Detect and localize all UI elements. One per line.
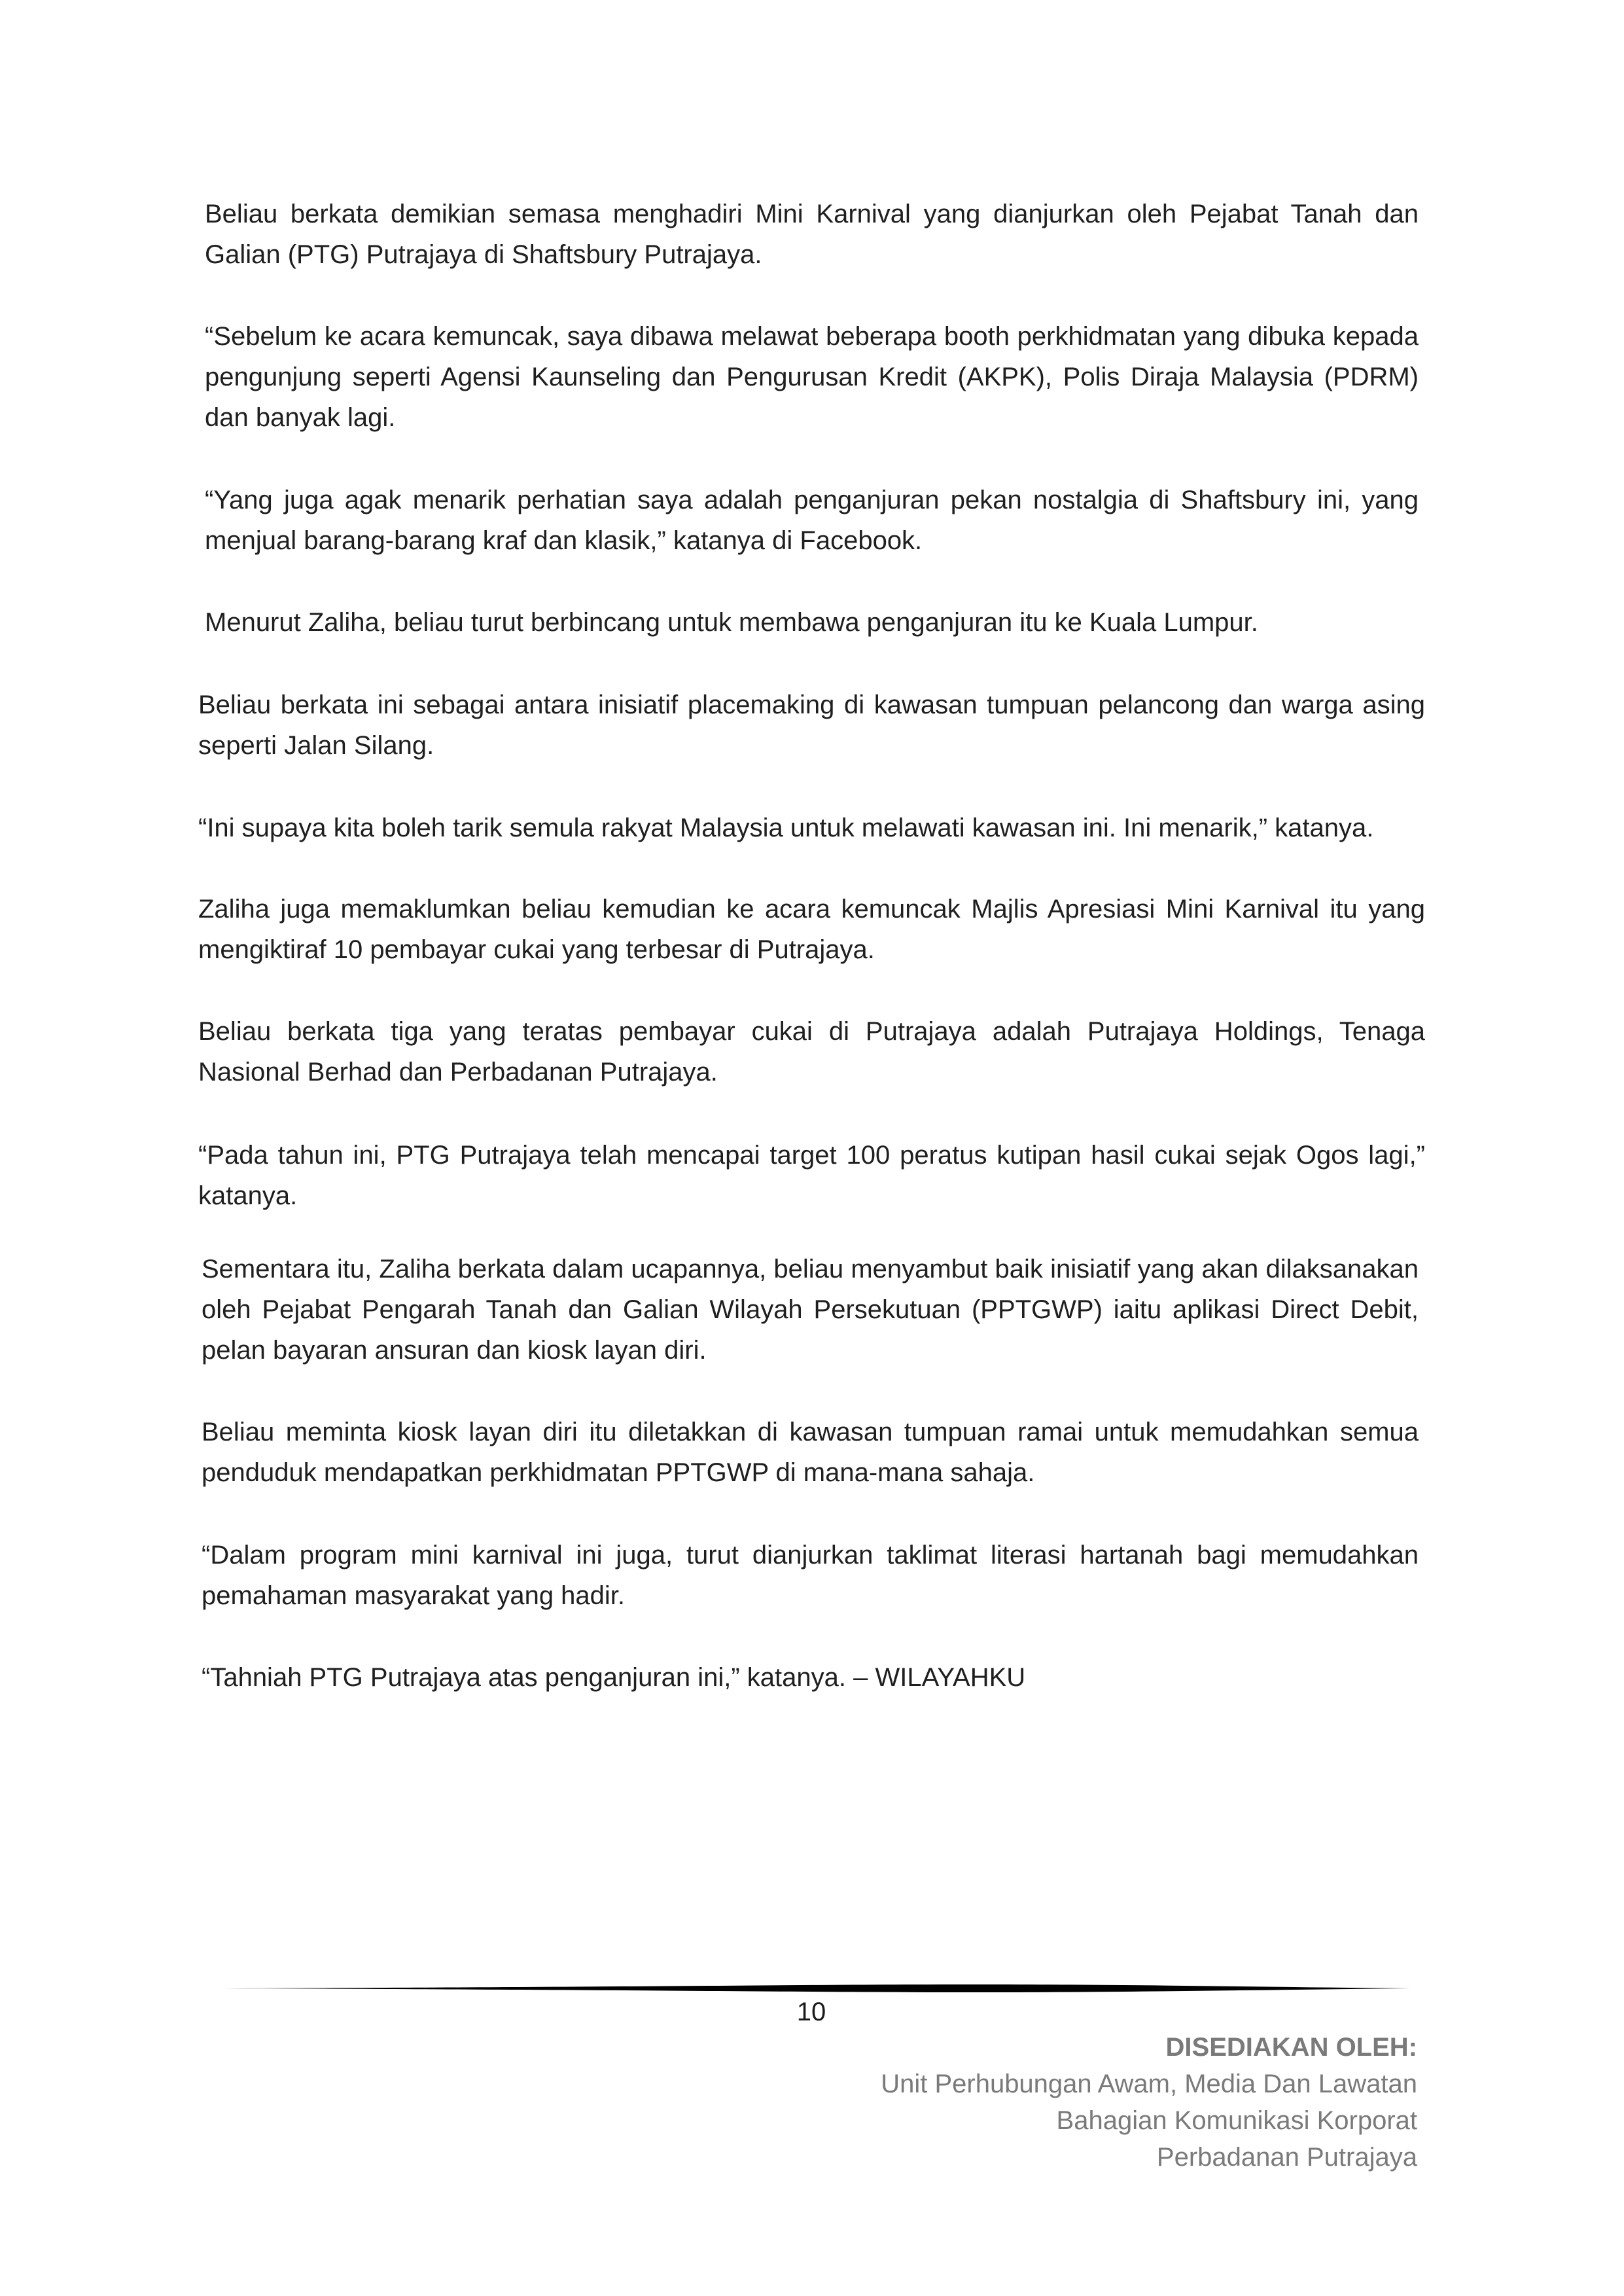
footer-line-unit: Unit Perhubungan Awam, Media Dan Lawatan <box>881 2070 1417 2098</box>
paragraph-4: Menurut Zaliha, beliau turut berbincang untuk membawa penganjuran itu ke Kuala Lumpur. <box>205 608 1258 637</box>
paragraph-11: Beliau meminta kiosk layan diri itu diletakkan di kawasan tumpuan ramai untuk memudahkan semua penduduk mendapatkan perkhidmatan PPTGWP di mana-mana sahaja. <box>202 1418 1419 1487</box>
paragraph-7: Zaliha juga memaklumkan beliau kemudian ke acara kemuncak Majlis Apresiasi Mini Karnival itu yang mengiktiraf 10 pembayar cukai yang terbesar di Putrajaya. <box>198 895 1425 964</box>
paragraph-6: “Ini supaya kita boleh tarik semula rakyat Malaysia untuk melawati kawasan ini. Ini menarik,” katanya. <box>198 814 1374 842</box>
footer-heading: DISEDIAKAN OLEH: <box>1165 2033 1417 2062</box>
footer-credits <box>632 2029 1417 2176</box>
paragraph-10: Sementara itu, Zaliha berkata dalam ucapannya, beliau menyambut baik inisiatif yang akan dilaksanakan oleh Pejabat Pengarah Tanah dan Galian Wilayah Persekutuan (PPTGWP) iaitu aplikasi Direct Debit, pelan bayaran ansuran dan kiosk layan diri. <box>202 1255 1419 1365</box>
paragraph-3: “Yang juga agak menarik perhatian saya adalah penganjuran pekan nostalgia di Shaftsbury ini, yang menjual barang-barang kraf dan klasik,” katanya di Facebook. <box>205 486 1419 555</box>
footer-divider-line <box>224 1983 1410 1994</box>
page-number: 10 <box>796 1998 826 2026</box>
paragraph-13: “Tahniah PTG Putrajaya atas penganjuran ini,” katanya. – WILAYAHKU <box>202 1663 1026 1692</box>
paragraph-12: “Dalam program mini karnival ini juga, turut dianjurkan taklimat literasi hartanah bagi memudahkan pemahaman masyarakat yang hadir. <box>202 1541 1419 1610</box>
paragraph-2: “Sebelum ke acara kemuncak, saya dibawa melawat beberapa booth perkhidmatan yang dibuka kepada pengunjung seperti Agensi Kaunseling dan Pengurusan Kredit (AKPK), Polis Diraja Malaysia (PDRM) dan banyak lagi. <box>205 322 1419 432</box>
footer-line-division: Bahagian Komunikasi Korporat <box>1056 2106 1417 2135</box>
paragraph-5: Beliau berkata ini sebagai antara inisiatif placemaking di kawasan tumpuan pelancong dan warga asing seperti Jalan Silang. <box>198 691 1425 760</box>
paragraph-1: Beliau berkata demikian semasa menghadiri Mini Karnival yang dianjurkan oleh Pejabat Tanah dan Galian (PTG) Putrajaya di Shaftsbury Putrajaya. <box>205 200 1419 269</box>
paragraph-9: “Pada tahun ini, PTG Putrajaya telah mencapai target 100 peratus kutipan hasil cukai sejak Ogos lagi,” katanya. <box>198 1141 1425 1210</box>
paragraph-8: Beliau berkata tiga yang teratas pembayar cukai di Putrajaya adalah Putrajaya Holdings, Tenaga Nasional Berhad dan Perbadanan Putrajaya. <box>198 1017 1425 1086</box>
footer-line-organization: Perbadanan Putrajaya <box>1156 2143 1417 2172</box>
